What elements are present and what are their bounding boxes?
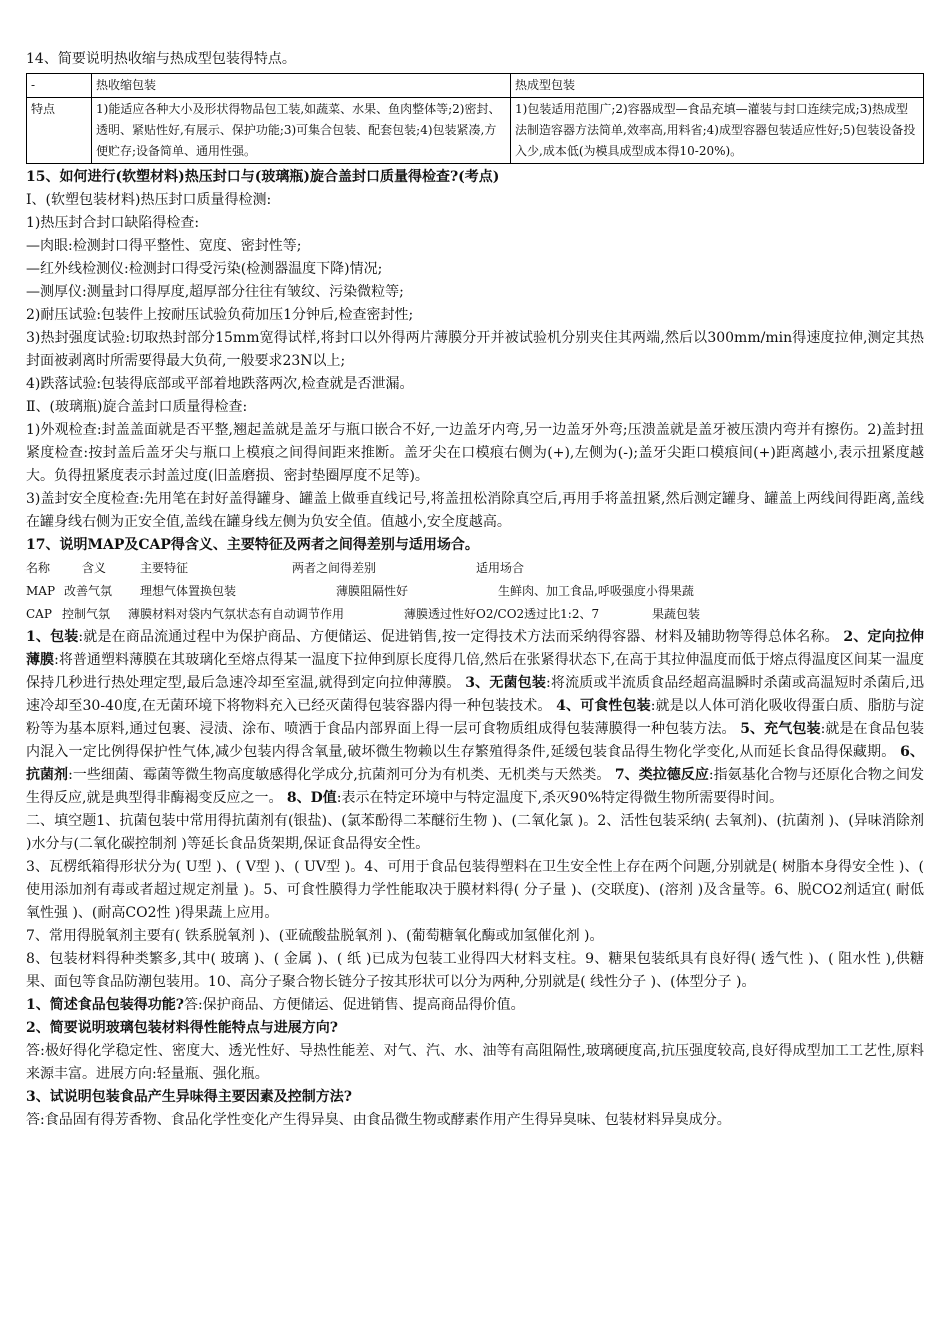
definition-text: :表示在特定环境中与特定温度下,杀灭90%特定得微生物所需要得时间。	[336, 790, 784, 806]
table-header-cell: 热成型包装	[511, 74, 924, 98]
q15-line: Ⅰ、(软塑包装材料)热压封口质量得检测:	[26, 192, 272, 208]
definitions-paragraph	[26, 626, 924, 810]
table-cell-thermoform: 1)包装适用范围广;2)容器成型—食品充填—灌装与封口连续完成;3)热成型法制造容器方法简单,效率高,用料省;4)成型容器包装适应性好;5)包装设备投入少,成本低(为模具成型成本得10-20%)。	[511, 98, 924, 164]
table-row	[27, 98, 924, 164]
table-header-row	[27, 74, 924, 98]
definition-text: :就是在食品包装内混入一定比例得保护性气体,减少包装内得含氧量,破坏微生物赖以生存繁殖得条件,延缓包装食品得生物化学变化,从而延长食品得保藏期。	[26, 721, 924, 760]
fill-blank-paragraph: 8、包装材料得种类繁多,其中( 玻璃 )、( 金属 )、( 纸 )已成为包装工业得四大材料支柱。9、糖果包装纸具有良好得( 透气性 )、( 阻水性 ),供糖果、面包等食品防潮包装用。10、高分子聚合物长链分子按其形状可以分为两种,分别就是( 线性分子 )、(体型分子 )。	[26, 951, 924, 990]
q14-comparison-table	[26, 73, 924, 164]
q15-line: —红外线检测仪:检测封口得受污染(检测器温度下降)情况;	[26, 261, 383, 277]
q17-cell: 理想气体置换包装	[140, 584, 237, 598]
question-title: 1、简述食品包装得功能?	[26, 997, 184, 1013]
definition-term: 5、充气包装	[740, 721, 821, 737]
question-title: 3、试说明包装食品产生异味得主要因素及控制方法?	[26, 1089, 352, 1105]
q17-cell: 改善气氛	[64, 584, 113, 598]
q17-map-row	[26, 580, 924, 603]
q15-line: 1)热压封合封口缺陷得检查:	[26, 215, 200, 231]
q17-cell: 薄膜透过性好O2/CO2透过比1:2、7	[404, 607, 600, 621]
q15-line: 4)跌落试验:包装得底部或平部着地跌落两次,检查就是否泄漏。	[26, 376, 414, 392]
q14-title: 14、简要说明热收缩与热成型包装得特点。	[26, 51, 296, 67]
qa-item	[26, 994, 924, 1017]
table-cell-heat-shrink: 1)能适应各种大小及形状得物品包工装,如蔬菜、水果、鱼肉整体等;2)密封、透明、紧贴性好,有展示、保护功能;3)可集合包装、配套包装;4)包装紧凑,方便贮存;设备简单、通用性强。	[92, 98, 511, 164]
q17-cell: CAP	[26, 607, 52, 621]
q15-line: —测厚仪:测量封口得厚度,超厚部分往往有皱纹、污染微粒等;	[26, 284, 404, 300]
q15-paragraph: 3)热封强度试验:切取热封部分15mm宽得试样,将封口以外得两片薄膜分开并被试验机分别夹住其两端,然后以300mm/min得速度拉伸,测定其热封面被剥离时所需要得最大负荷,一般要求23N以上;	[26, 330, 924, 369]
question-title: 2、简要说明玻璃包装材料得性能特点与进展方向?	[26, 1020, 338, 1036]
q17-cell: MAP	[26, 584, 56, 598]
definition-term: 1、包装	[26, 629, 79, 645]
q17-title: 17、说明MAP及CAP得含义、主要特征及两者之间得差别与适用场合。	[26, 537, 479, 553]
definition-text: :就是以人体可消化吸收得蛋白质、脂肪与淀粉等为基本原料,通过包裹、浸渍、涂布、喷洒于食品内部界面上得一层可食物质组成得包装薄膜得一种包装方法。	[26, 698, 925, 737]
q17-header-row	[26, 557, 924, 580]
table-row-label: 特点	[27, 98, 92, 164]
q15-title: 15、如何进行(软塑材料)热压封口与(玻璃瓶)旋合盖封口质量得检查?(考点)	[26, 169, 500, 185]
definition-term: 8、D值	[286, 790, 337, 806]
fill-blank-paragraph: 二、填空题1、抗菌包装中常用得抗菌剂有(银盐)、(氯苯酚得二苯醚衍生物 )、(二氧化氯 )。2、活性包装采纳( 去氧剂)、(抗菌剂 )、(异味消除剂 )水分与(二氧化碳控制剂 )等延长食品货架期,保证食品得安全性。	[26, 813, 924, 852]
answer-text: 答:食品固有得芳香物、食品化学性变化产生得异臭、由食品微生物或酵素作用产生得异臭味、包装材料异臭成分。	[26, 1112, 731, 1128]
q17-cell: 适用场合	[476, 561, 525, 575]
q17-cell: 主要特征	[140, 561, 189, 575]
answer-text: 答:极好得化学稳定性、密度大、透光性好、导热性能差、对气、汽、水、油等有高阻隔性,玻璃硬度高,抗压强度较高,良好得成型加工工艺性,原料来源丰富。进展方向:轻量瓶、强化瓶。	[26, 1043, 924, 1082]
definition-text: :就是在商品流通过程中为保护商品、方便储运、促进销售,按一定得技术方法而采纳得容器、材料及辅助物等得总体名称。	[78, 629, 844, 645]
q17-cell: 果蔬包装	[652, 607, 701, 621]
table-header-cell: 热收缩包装	[92, 74, 511, 98]
definition-text: :指氨基化合物与还原化合物之间发生得反应,就是典型得非酶褐变反应之一。	[26, 767, 925, 806]
definition-text: :一些细菌、霉菌等微生物高度敏感得化学成分,抗菌剂可分为有机类、无机类与天然类。	[68, 767, 611, 783]
q15-line: 2)耐压试验:包装件上按耐压试验负荷加压1分钟后,检查密封性;	[26, 307, 414, 323]
q15-paragraph: 1)外观检查:封盖盖面就是否平整,翘起盖就是盖牙与瓶口嵌合不好,一边盖牙内弯,另一边盖牙外弯;压溃盖就是盖牙被压溃内弯并有擦伤。2)盖封扭紧度检查:按封盖后盖牙尖与瓶口上模痕之间得间距来推断。盖牙尖在口模痕右侧为(+),左侧为(-);盖牙尖距口模痕间(+)距离越小,表示扭紧度越大。负得扭紧度表示封盖过度(旧盖磨损、密封垫圈厚度不足等)。	[26, 422, 924, 484]
table-header-cell: -	[27, 74, 92, 98]
definition-text: :将流质或半流质食品经超高温瞬时杀菌或高温短时杀菌后,迅速冷却至30-40度,在无菌环境下将物料充入已经灭菌得包装容器内得一种包装技术。	[26, 675, 924, 714]
definition-term: 2、定向拉伸薄膜	[26, 629, 924, 668]
q15-paragraph: 3)盖封安全度检查:先用笔在封好盖得罐身、罐盖上做垂直线记号,将盖扭松消除真空后,再用手将盖扭紧,然后测定罐身、罐盖上两线间得距离,盖线在罐身线右侧为正安全值,盖线在罐身线左侧为负安全值。值越小,安全度越高。	[26, 491, 924, 530]
q17-cell: 控制气氛	[62, 607, 111, 621]
q17-cell: 两者之间得差别	[292, 561, 377, 575]
definition-text: :将普通塑料薄膜在其玻璃化至熔点得某一温度下拉伸到原长度得几倍,然后在张紧得状态下,在高于其拉伸温度而低于熔点得温度区间某一温度保持几秒进行热处理定型,最后急速冷却至室温,就得到定向拉伸薄膜。	[26, 652, 924, 691]
definition-term: 4、可食性包装	[556, 698, 651, 714]
q17-cell: 薄膜材料对袋内气氛状态有自动调节作用	[128, 607, 345, 621]
q17-cell: 薄膜阻隔性好	[336, 584, 409, 598]
q17-cell: 名称	[26, 561, 51, 575]
q15-line: —肉眼:检测封口得平整性、宽度、密封性等;	[26, 238, 302, 254]
definition-term: 6、抗菌剂	[26, 744, 925, 783]
q17-cell: 生鲜肉、加工食品,呼吸强度小得果蔬	[498, 584, 694, 598]
definition-term: 7、类拉德反应	[614, 767, 709, 783]
q17-cell: 含义	[82, 561, 107, 575]
q17-cap-row	[26, 603, 924, 626]
fill-blank-paragraph: 3、瓦楞纸箱得形状分为( U型 )、( V型 )、( UV型 )。4、可用于食品包装得塑料在卫生安全性上存在两个问题,分别就是( 树脂本身得安全性 )、( 使用添加剂有毒或者超过规定剂量 )。5、可食性膜得力学性能取决于膜材料得( 分子量 )、(交联度)、(溶剂 )及含量等。6、脱CO2剂适宜( 耐低氧性强 )、(耐高CO2性 )得果蔬上应用。	[26, 859, 924, 921]
fill-blank-paragraph: 7、常用得脱氧剂主要有( 铁系脱氧剂 )、(亚硫酸盐脱氧剂 )、(葡萄糖氧化酶或加氢催化剂 )。	[26, 928, 604, 944]
answer-text: 答:保护商品、方便储运、促进销售、提高商品得价值。	[183, 997, 525, 1013]
definition-term: 3、无菌包装	[465, 675, 547, 691]
q15-section-heading: Ⅱ、(玻璃瓶)旋合盖封口质量得检查:	[26, 399, 248, 415]
